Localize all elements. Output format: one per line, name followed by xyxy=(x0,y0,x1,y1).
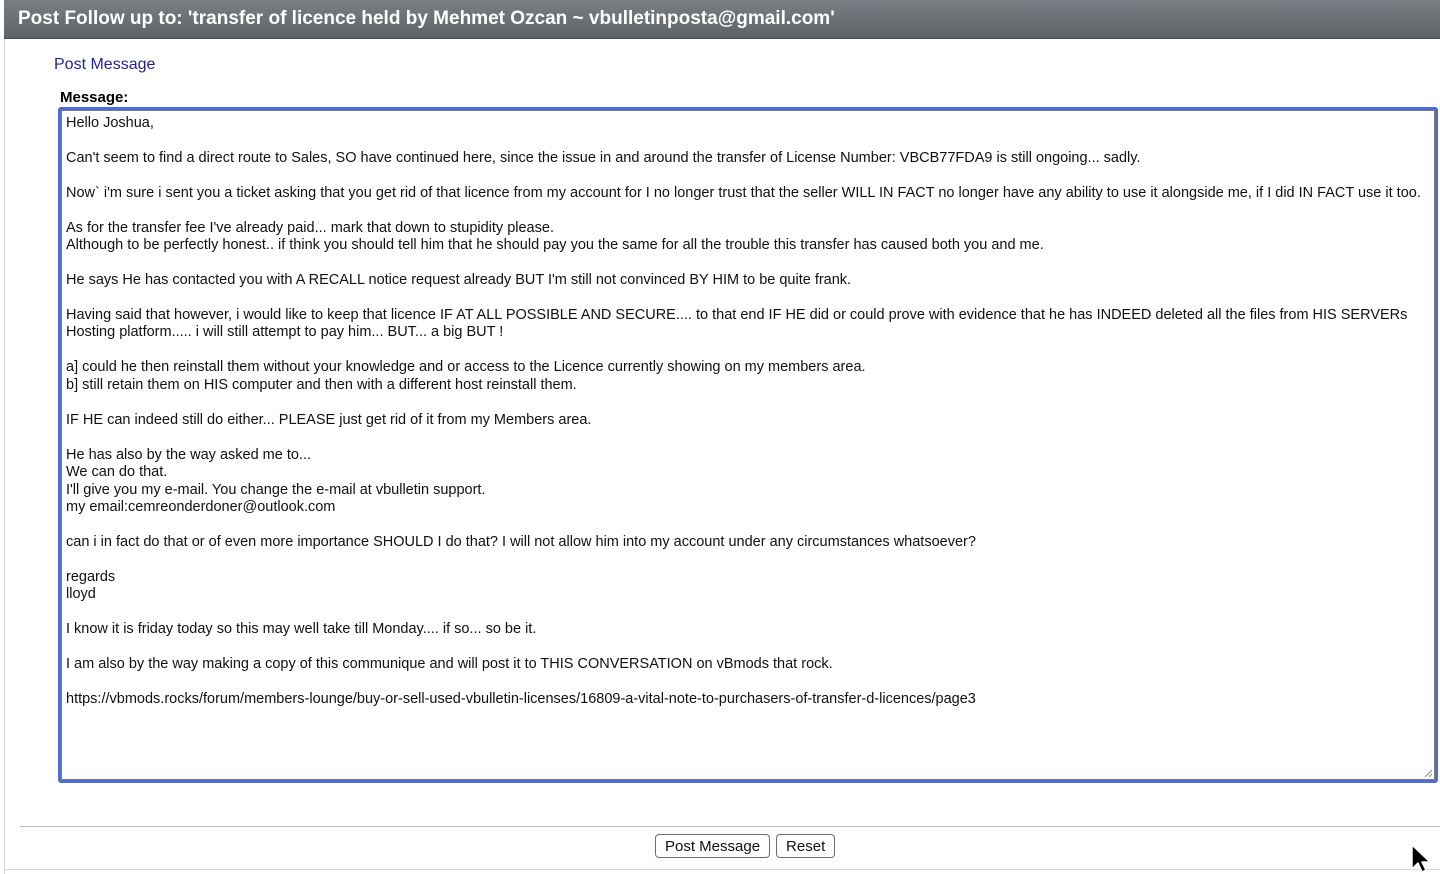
title-bar xyxy=(4,0,1440,39)
left-border xyxy=(4,39,5,874)
reset-button[interactable]: Reset xyxy=(776,834,835,858)
form-divider xyxy=(20,826,1440,827)
form-buttons xyxy=(655,834,835,858)
resize-grip-icon[interactable] xyxy=(1423,768,1433,778)
post-message-button[interactable]: Post Message xyxy=(655,834,770,858)
message-label: Message: xyxy=(60,89,129,106)
window-title: Post Follow up to: 'transfer of licence held by Mehmet Ozcan ~ vbulletinposta@gmail.com' xyxy=(18,8,835,29)
bottom-border xyxy=(4,869,1440,870)
message-textarea[interactable] xyxy=(61,110,1435,780)
mouse-pointer-icon xyxy=(1410,844,1438,874)
message-textarea-container xyxy=(58,107,1438,783)
post-message-link[interactable]: Post Message xyxy=(54,56,156,73)
